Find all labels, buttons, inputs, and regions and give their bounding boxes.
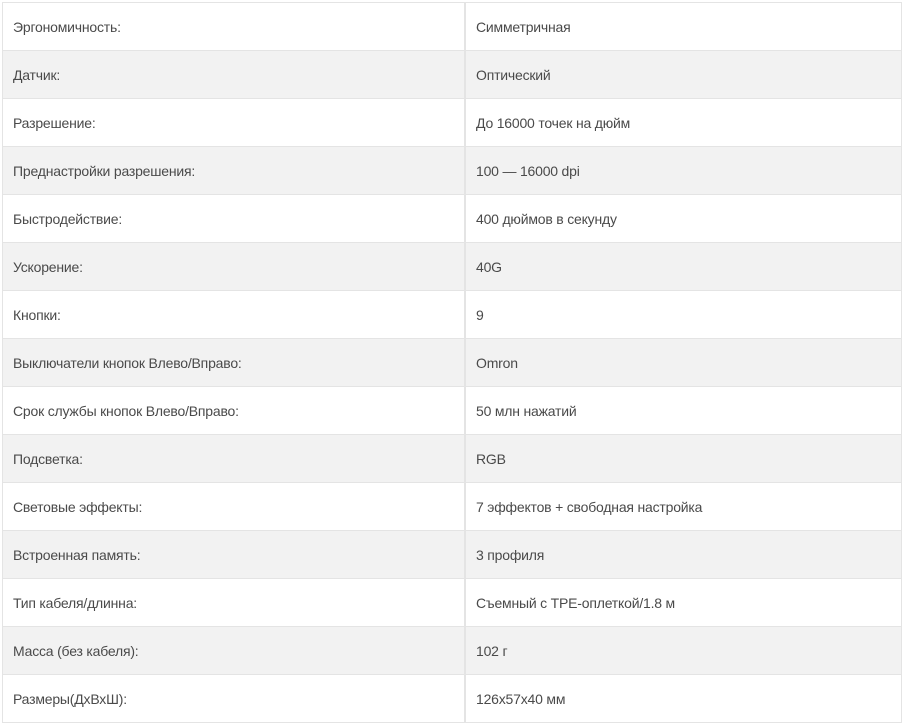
spec-label: Быстродействие: <box>3 195 466 243</box>
spec-row <box>3 147 902 195</box>
spec-value: Симметричная <box>465 3 902 51</box>
spec-label: Встроенная память: <box>3 531 466 579</box>
spec-row <box>3 483 902 531</box>
spec-value: 102 г <box>465 627 902 675</box>
spec-label: Срок службы кнопок Влево/Вправо: <box>3 387 466 435</box>
spec-label: Подсветка: <box>3 435 466 483</box>
spec-value: 3 профиля <box>465 531 902 579</box>
spec-label: Размеры(ДхВхШ): <box>3 675 466 723</box>
spec-value: До 16000 точек на дюйм <box>465 99 902 147</box>
spec-row <box>3 51 902 99</box>
spec-row <box>3 387 902 435</box>
spec-label: Датчик: <box>3 51 466 99</box>
spec-label: Кнопки: <box>3 291 466 339</box>
spec-value: 400 дюймов в секунду <box>465 195 902 243</box>
spec-row <box>3 531 902 579</box>
specifications-table <box>2 2 902 723</box>
spec-label: Разрешение: <box>3 99 466 147</box>
spec-value: 40G <box>465 243 902 291</box>
spec-label: Выключатели кнопок Влево/Вправо: <box>3 339 466 387</box>
spec-value: Оптический <box>465 51 902 99</box>
spec-row <box>3 195 902 243</box>
spec-label: Преднастройки разрешения: <box>3 147 466 195</box>
spec-value: 50 млн нажатий <box>465 387 902 435</box>
spec-label: Тип кабеля/длинна: <box>3 579 466 627</box>
spec-row <box>3 243 902 291</box>
spec-value: Omron <box>465 339 902 387</box>
spec-row <box>3 99 902 147</box>
spec-row <box>3 435 902 483</box>
spec-value: 9 <box>465 291 902 339</box>
spec-label: Световые эффекты: <box>3 483 466 531</box>
spec-label: Масса (без кабеля): <box>3 627 466 675</box>
specifications-body <box>3 3 902 723</box>
spec-value: 100 — 16000 dpi <box>465 147 902 195</box>
spec-label: Эргономичность: <box>3 3 466 51</box>
spec-row <box>3 675 902 723</box>
spec-row <box>3 339 902 387</box>
spec-label: Ускорение: <box>3 243 466 291</box>
spec-row <box>3 3 902 51</box>
spec-value: 7 эффектов + свободная настройка <box>465 483 902 531</box>
spec-row <box>3 579 902 627</box>
spec-row <box>3 291 902 339</box>
spec-value: 126x57x40 мм <box>465 675 902 723</box>
spec-value: Съемный с TPE-оплеткой/1.8 м <box>465 579 902 627</box>
spec-row <box>3 627 902 675</box>
spec-value: RGB <box>465 435 902 483</box>
